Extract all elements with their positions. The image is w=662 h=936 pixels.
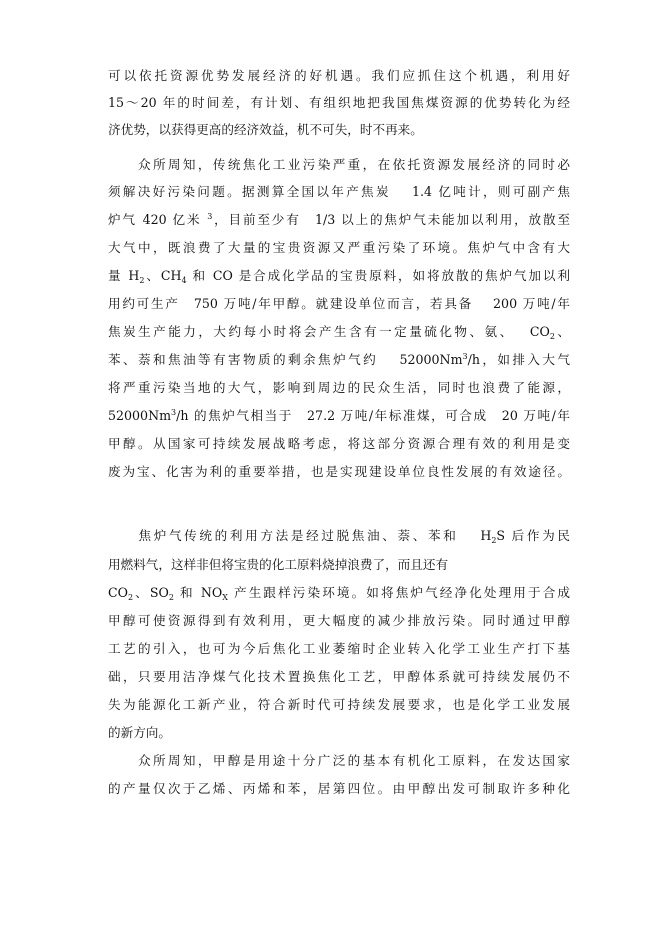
text-line: 量 $H_2$、$CH_4$ 和 CO 是合成化学品的宝贵原料，如将放散的焦炉气加以利 (108, 268, 570, 285)
text-line: 众所周知，传统焦化工业污染严重，在依托资源发展经济的同时必 (108, 157, 570, 172)
text-line: 须解决好污染问题。据测算全国以年产焦炭 1.4 亿吨计，则可副产焦 (108, 184, 570, 199)
text-line: 甲醇。从国家可持续发展战略考虑，将这部分资源合理有效的利用是变 (108, 436, 570, 451)
text-line: 济优势，以获得更高的经济效益，机不可失，时不再来。 (108, 122, 423, 137)
text-line: 52000Nm$^3$/h 的焦炉气相当于 27.2 万吨/年标准煤，可合成 20 万吨/年 (108, 408, 570, 423)
text-line: 用约可生产 750 万吨/年甲醇。就建设单位而言，若具备 200 万吨/年 (108, 296, 570, 311)
text-line: 失为能源化工新产业，符合新时代可持续发展要求，也是化学工业发展 (108, 697, 570, 712)
text-line: 众所周知，甲醇是用途十分广泛的基本有机化工原料，在发达国家 (108, 753, 570, 768)
text-line: 用燃料气，这样非但将宝贵的化工原料烧掉浪费了，而且还有 (108, 557, 449, 572)
text-line: 工艺的引入，也可为今后焦化工业萎缩时企业转入化学工业生产打下基 (108, 641, 570, 656)
text-line: 大气中，既浪费了大量的宝贵资源又严重污染了环境。焦炉气中含有大 (108, 240, 570, 255)
text-line: 可以依托资源优势发展经济的好机遇。我们应抓住这个机遇，利用好 (108, 68, 570, 83)
text-line: 炉气 420 亿米 $^3$，目前至少有 1/3 以上的焦炉气未能加以利用，放散至 (108, 212, 570, 227)
text-line: 甲醇可使资源得到有效利用，更大幅度的减少排放污染。同时通过甲醇 (108, 613, 570, 628)
text-line: 废为宝、化害为利的重要举措，也是实现建设单位良性发展的有效途径。 (108, 464, 570, 479)
text-line: 础，只要用洁净煤气化技术置换焦化工艺，甲醇体系就可持续发展仍不 (108, 669, 570, 684)
text-line: 苯、萘和焦油等有害物质的剩余焦炉气约 52000Nm$^3$/h，如排入大气 (108, 352, 571, 367)
text-line: 的产量仅次于乙烯、丙烯和苯，居第四位。由甲醇出发可制取许多种化 (108, 781, 570, 796)
text-line: $CO_2$、$SO_2$ 和 $NO_X$ 产生跟样污染环境。如将焦炉气经净化处理用于合成 (108, 585, 570, 602)
text-line: 将严重污染当地的大气，影响到周边的民众生活，同时也浪费了能源， (108, 380, 570, 395)
text-line: 焦炉气传统的利用方法是经过脱焦油、萘、苯和 $H_2S$ 后作为民 (108, 528, 570, 545)
text-line: 焦炭生产能力，大约每小时将会产生含有一定量硫化物、氨、 $CO_2$、 (108, 324, 570, 341)
text-line: 15～20 年的时间差，有计划、有组织地把我国焦煤资源的优势转化为经 (108, 95, 570, 110)
text-line: 的新方向。 (108, 725, 171, 740)
